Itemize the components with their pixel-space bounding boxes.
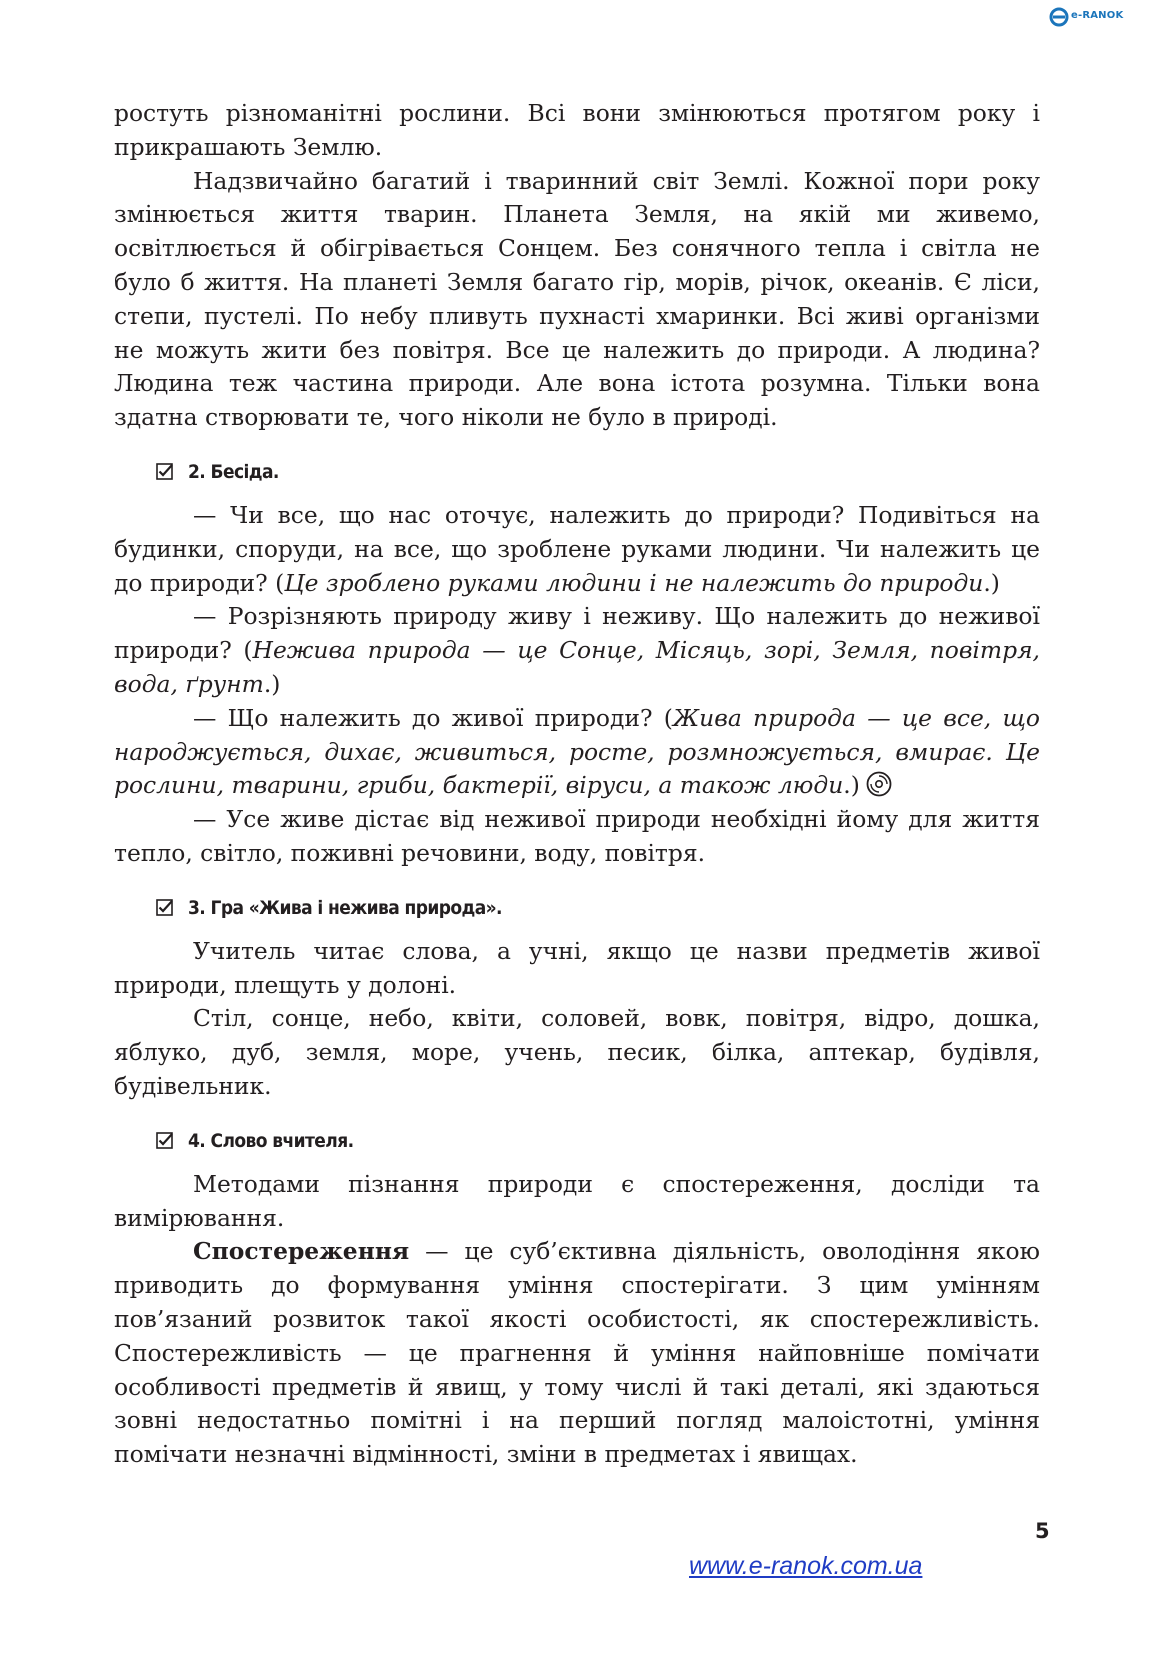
teacher-paragraph-1: Методами пізнання природи є спостереження, досліди та вимірювання. xyxy=(114,1169,1040,1232)
question-text: — Що належить до живої природи? ( xyxy=(193,703,673,732)
section-heading-2 xyxy=(156,455,1040,489)
question-text: — Чи все, що нас оточує, належить до природи? Подивіться на будинки, споруди, на все, що зроблене руками людини. Чи належить це до природи? ( xyxy=(114,500,1040,597)
logo-text: e-RANOK xyxy=(1071,10,1124,21)
section-heading-4 xyxy=(156,1124,1040,1158)
dialog-question-3 xyxy=(114,702,1040,803)
section-heading-text: 3. Гра «Жива і нежива природа». xyxy=(188,896,502,919)
game-word-list: Стіл, сонце, небо, квіти, соловей, вовк, повітря, відро, дошка, яблуко, дуб, земля, море, учень, песик, білка, аптекар, будівля, будівельник. xyxy=(114,1004,1040,1100)
checkbox-icon xyxy=(156,463,173,480)
page-number: 5 xyxy=(1035,1519,1050,1543)
intro-paragraph-2: Надзвичайно багатий і тваринний світ Землі. Кожної пори року змінюється життя тварин. Планета Земля, на якій ми живемо, освітлюється й обігрівається Сонцем. Без сонячного тепла і світла не було б життя. На планеті Земля багато гір, морів, річок, океанів. Є ліси, степи, пустелі. По небу пливуть пухнасті хмаринки. Всі живі організми не можуть жити без повітря. Все це належить до природи. А людина? Людина теж частина природи. Але вона істота розумна. Тільки вона здатна створювати те, чого ніколи не було в природі. xyxy=(114,166,1040,432)
section-heading-3 xyxy=(156,891,1040,925)
section-heading-text: 4. Слово вчителя. xyxy=(188,1129,354,1152)
page-content xyxy=(114,97,1040,1472)
answer-end: .) xyxy=(843,771,860,800)
checkbox-icon xyxy=(156,899,173,916)
website-link[interactable]: www.e-ranok.com.ua xyxy=(689,1552,923,1580)
answer-end: .) xyxy=(983,568,1000,597)
answer-text: Нежива природа — це Сонце, Місяць, зорі, Земля, повітря, вода, ґрунт xyxy=(114,636,1040,698)
term-observation: Спостереження xyxy=(193,1237,410,1266)
answer-end: .) xyxy=(263,669,281,698)
game-instructions: Учитель читає слова, а учні, якщо це назви предметів живої природи, плещуть у долоні. xyxy=(114,936,1040,999)
answer-text: Це зроблено руками людини і не належить до природи xyxy=(284,568,984,597)
section-heading-text: 2. Бесіда. xyxy=(188,460,279,483)
cd-disc-icon xyxy=(866,771,892,797)
answer-text: Жива природа — це все, що народжується, дихає, живиться, росте, розмножується, вмирає. Це рослини, тварини, гриби, бактерії, віруси, а також люди xyxy=(114,703,1040,800)
logo-swirl-icon xyxy=(1049,6,1071,28)
dialog-statement-4: — Усе живе дістає від неживої природи необхідні йому для життя тепло, світло, поживні речовини, воду, повітря. xyxy=(114,805,1040,867)
intro-paragraph-1: ростуть різноманітні рослини. Всі вони змінюються протягом року і прикрашають Землю. xyxy=(114,99,1040,161)
publisher-logo xyxy=(1049,6,1124,28)
dialog-question-2 xyxy=(114,600,1040,701)
teacher-paragraph-2 xyxy=(114,1235,1040,1472)
dialog-question-1 xyxy=(114,499,1040,600)
definition-text: — це суб’єктивна діяльність, оволодіння якою приводить до формування уміння спостерігати. З цим умінням пов’язаний розвиток такої якості особистості, як спостережливість. Спостережливість — це прагнення й уміння найповніше помічати особливості предметів й явищ, у тому числі й такі деталі, які здаються зовні недостатньо помітні і на перший погляд малоістотні, уміння помічати незначні відмінності, зміни в предметах і явищах. xyxy=(114,1237,1040,1469)
checkbox-icon xyxy=(156,1132,173,1149)
question-text: — Розрізняють природу живу і неживу. Що належить до неживої природи? ( xyxy=(114,602,1040,665)
